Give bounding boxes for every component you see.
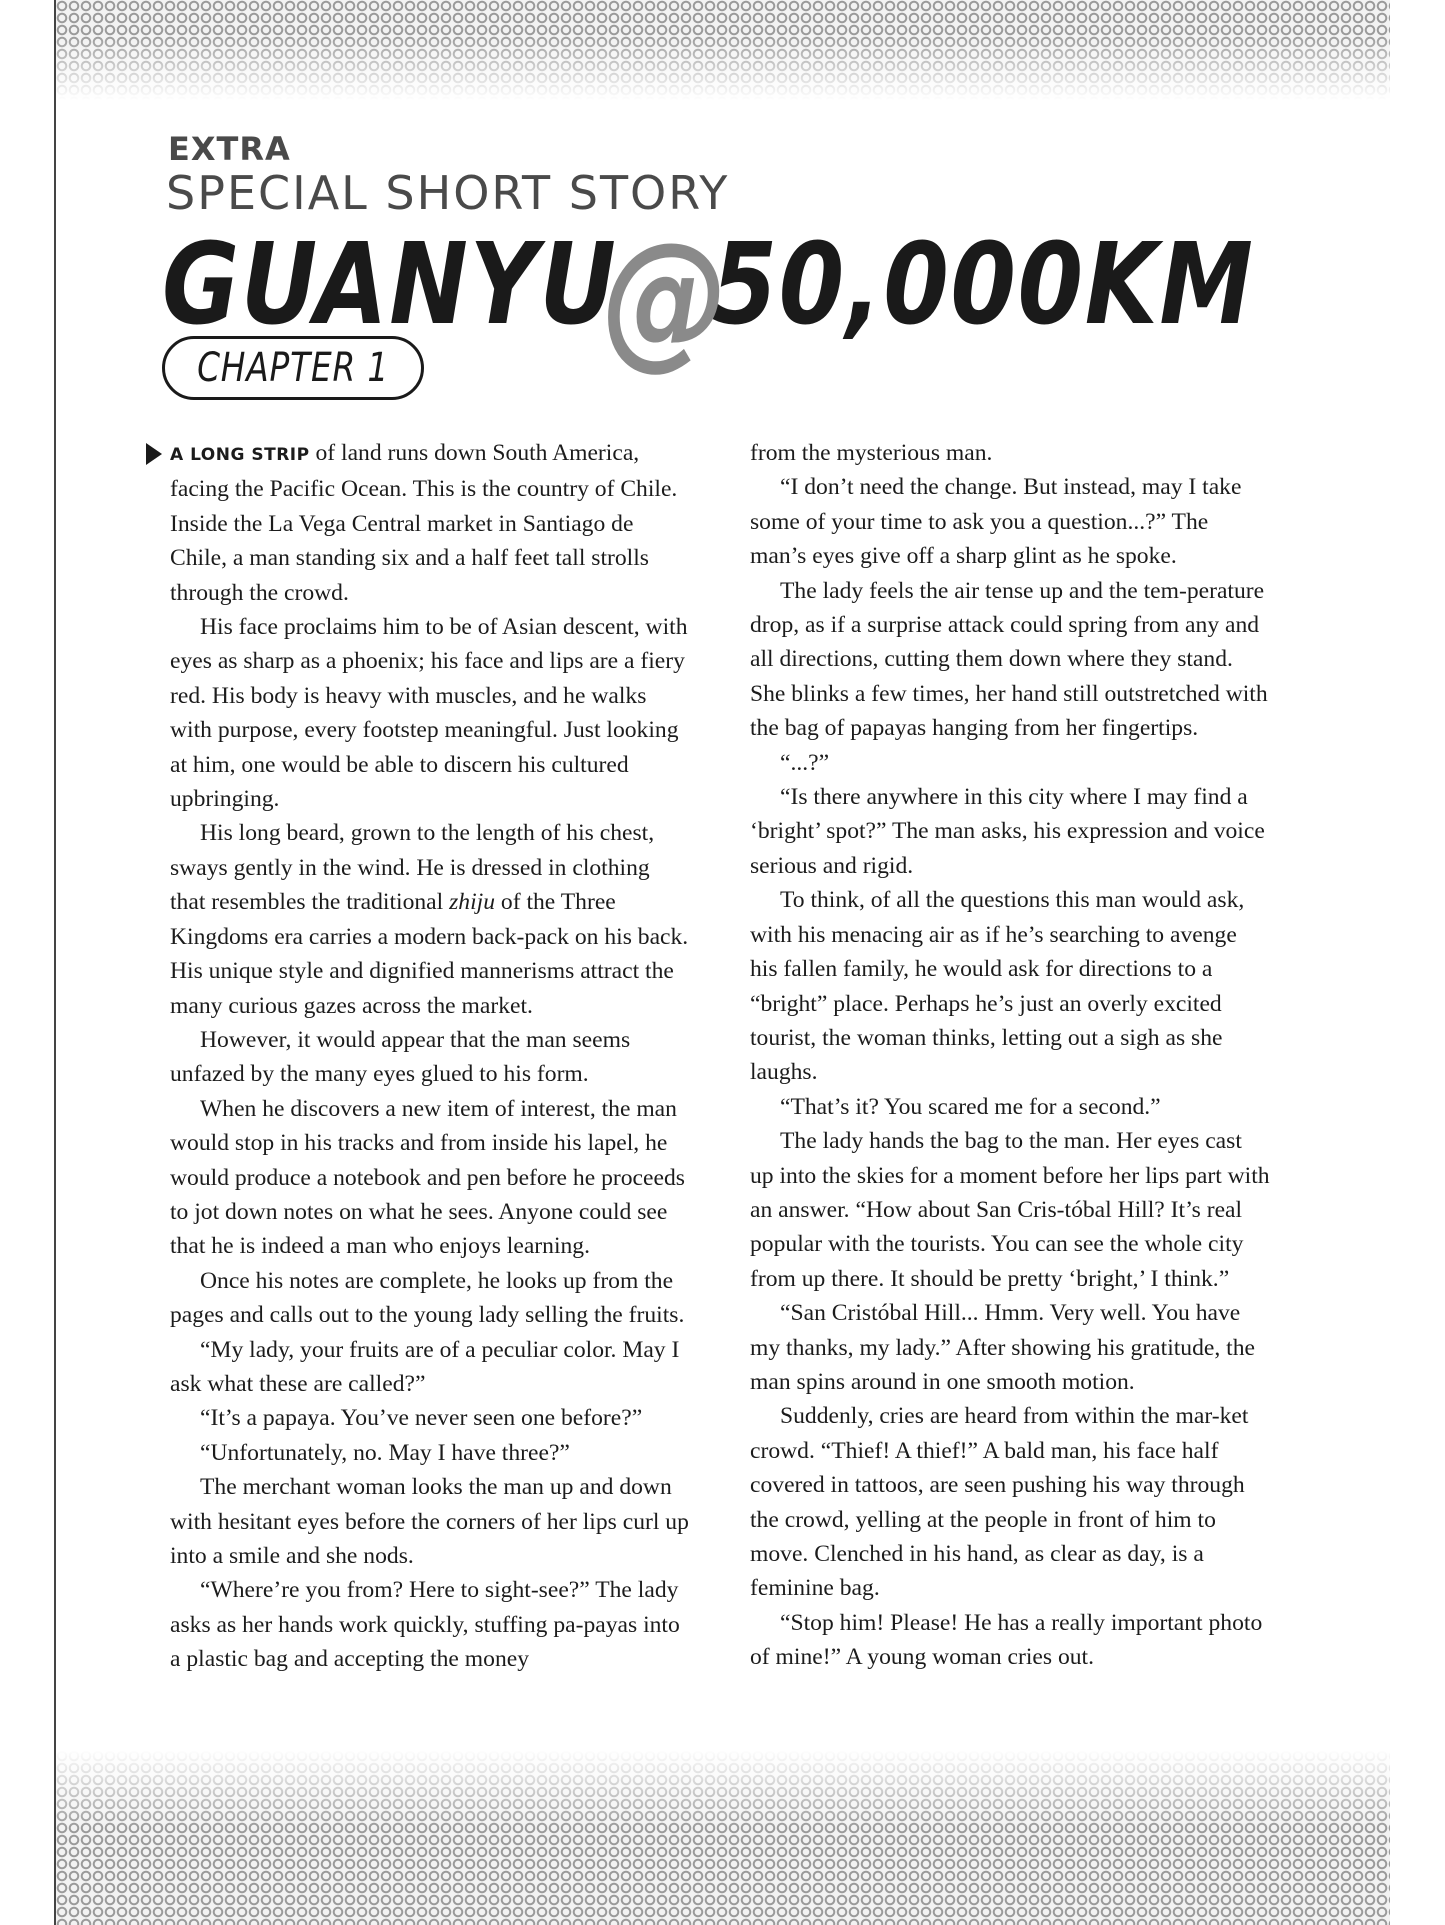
paragraph: His face proclaims him to be of Asian descent, with eyes as sharp as a phoenix; his face and lips are a fiery red. His body is heavy with muscles, and he walks with purpose, every footstep meaningful. Just looking at him, one would be able to discern his cultured upbringing. <box>170 614 688 813</box>
paragraph: When he discovers a new item of interest, the man would stop in his tracks and from inside his lapel, he would produce a notebook and pen before he proceeds to jot down notes on what he sees. Anyone could see that he is indeed a man who enjoys learning. <box>170 1095 685 1260</box>
title-left: GUANYU <box>162 220 618 350</box>
paragraph-text: of land runs down South America, facing the Pacific Ocean. This is the country of Chile. Inside the La Vega Central market in Santiago de Chile, a man standing six and a half feet tall strolls through the crowd. <box>170 440 678 606</box>
right-text-column <box>750 436 1270 1675</box>
paragraph: However, it would appear that the man seems unfazed by the many eyes glued to his form. <box>170 1026 631 1088</box>
title-right: 50,000KM <box>711 220 1255 350</box>
paragraph: “Unfortunately, no. May I have three?” <box>200 1439 570 1466</box>
paragraph: “San Cristóbal Hill... Hmm. Very well. You have my thanks, my lady.” After showing his gratitude, the man spins around in one smooth motion. <box>750 1300 1255 1395</box>
paragraph <box>170 436 690 610</box>
page-left-rule <box>54 0 56 1925</box>
left-text-column <box>170 436 690 1677</box>
paragraph: Once his notes are complete, he looks up from the pages and calls out to the young lady selling the fruits. <box>170 1267 685 1329</box>
lead-in-text: A LONG STRIP <box>170 445 310 465</box>
paragraph: Suddenly, cries are heard from within the mar-ket crowd. “Thief! A thief!” A bald man, his face half covered in tattoos, are seen pushing his way through the crowd, yelling at the people in front of him to move. Clenched in his hand, as clear as day, is a feminine bag. <box>750 1403 1249 1602</box>
footer-halftone-band <box>56 1750 1390 1925</box>
paragraph: “I don’t need the change. But instead, may I take some of your time to ask you a question...?” The man’s eyes give off a sharp glint as he spoke. <box>750 474 1242 570</box>
paragraph: “Where’re you from? Here to sight-see?” The lady asks as her hands work quickly, stuffing pa-payas into a plastic bag and accepting the money <box>170 1577 680 1673</box>
play-triangle-icon <box>146 443 162 465</box>
chapter-label: CHAPTER 1 <box>196 345 390 391</box>
paragraph: The lady feels the air tense up and the tem-perature drop, as if a surprise attack could spring from any and all directions, cutting them down where they stand. She blinks a few times, her hand still outstretched with the bag of papayas hanging from her fingertips. <box>750 577 1268 742</box>
paragraph: “It’s a papaya. You’ve never seen one before?” <box>200 1405 643 1432</box>
title-at-symbol: @ <box>602 211 731 385</box>
special-short-story-subtitle: SPECIAL SHORT STORY <box>166 166 730 220</box>
paragraph: from the mysterious man. <box>750 440 993 466</box>
paragraph: The merchant woman looks the man up and down with hesitant eyes before the corners of her lips curl up into a smile and she nods. <box>170 1474 689 1569</box>
paragraph: “My lady, your fruits are of a peculiar color. May I ask what these are called?” <box>170 1336 680 1397</box>
header-halftone-band <box>56 0 1390 100</box>
paragraph-text: of the Three Kingdoms era carries a modern back-pack on his back. His unique style and dignified mannerisms attract the many curious gazes across the market. <box>170 889 689 1019</box>
extra-label: EXTRA <box>168 130 291 168</box>
paragraph: “...?” <box>780 749 830 776</box>
paragraph: “That’s it? You scared me for a second.” <box>780 1093 1161 1120</box>
paragraph-text: His long beard, grown to the length of his chest, sways gently in the wind. He is dressed in clothing that resembles the traditional <box>170 820 655 916</box>
paragraph: “Stop him! Please! He has a really important photo of mine!” A young woman cries out. <box>750 1609 1263 1671</box>
italic-term: zhiju <box>449 889 495 916</box>
paragraph <box>170 816 690 1022</box>
paragraph: “Is there anywhere in this city where I may find a ‘bright’ spot?” The man asks, his expression and voice serious and rigid. <box>750 784 1265 879</box>
paragraph: The lady hands the bag to the man. Her eyes cast up into the skies for a moment before her lips part with an answer. “How about San Cris-tóbal Hill? It’s real popular with the tourists. You can see the whole city from up there. It should be pretty ‘bright,’ I think.” <box>750 1128 1270 1292</box>
paragraph: To think, of all the questions this man would ask, with his menacing air as if he’s searching to avenge his fallen family, he would ask for directions to a “bright” place. Perhaps he’s just an overly excited tourist, the woman thinks, letting out a sigh as she laughs. <box>750 887 1245 1086</box>
